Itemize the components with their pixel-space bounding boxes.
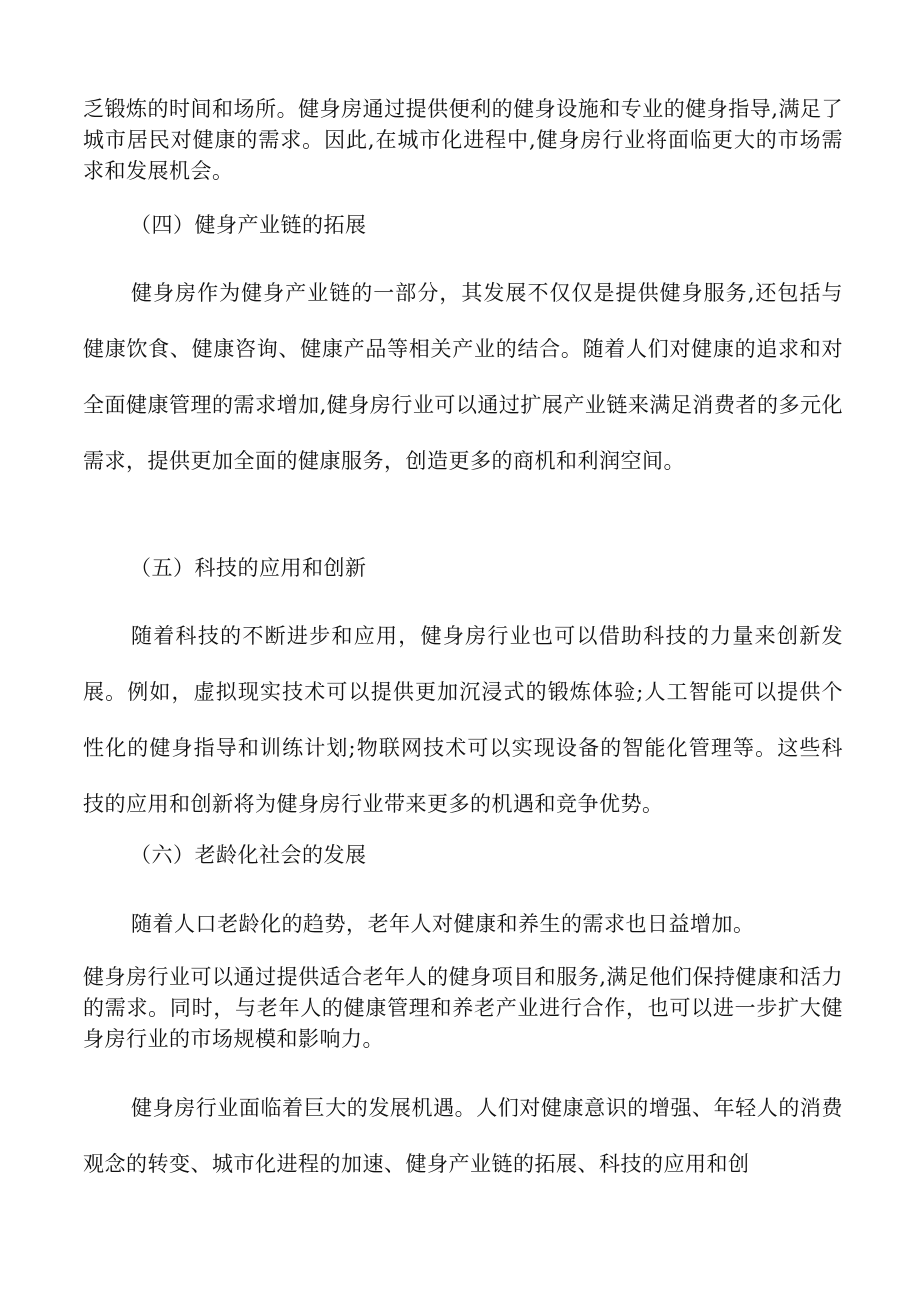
section-heading-5: （五）科技的应用和创新 xyxy=(130,556,367,580)
paragraph-section-6-lead: 随着人口老龄化的趋势，老年人对健康和养生的需求也日益增加。 xyxy=(131,912,755,936)
paragraph-section-5: 随着科技的不断进步和应用，健身房行业也可以借助科技的力量来创新发展。例如，虚拟现实技术可以提供更加沉浸式的锻炼体验;人工智能可以提供个性化的健身指导和训练计划;物联网技术可以实现设备的智能化管理等。这些科技的应用和创新将为健身房行业带来更多的机遇和竞争优势。 xyxy=(83,624,843,816)
paragraph-summary: 健身房行业面临着巨大的发展机遇。人们对健康意识的增强、年轻人的消费观念的转变、城市化进程的加速、健身产业链的拓展、科技的应用和创 xyxy=(83,1096,843,1176)
paragraph-section-6-body: 健身房行业可以通过提供适合老年人的健身项目和服务,满足他们保持健康和活力的需求。同时，与老年人的健康管理和养老产业进行合作，也可以进一步扩大健身房行业的市场规模和影响力。 xyxy=(83,965,843,1051)
section-heading-6: （六）老龄化社会的发展 xyxy=(130,843,367,867)
section-heading-4: （四）健身产业链的拓展 xyxy=(130,213,367,237)
paragraph-section-4: 健身房作为健身产业链的一部分，其发展不仅仅是提供健身服务,还包括与健康饮食、健康咨询、健康产品等相关产业的结合。随着人们对健康的追求和对全面健康管理的需求增加,健身房行业可以通过扩展产业链来满足消费者的多元化需求，提供更加全面的健康服务，创造更多的商机和利润空间。 xyxy=(83,281,843,473)
paragraph-intro: 乏锻炼的时间和场所。健身房通过提供便利的健身设施和专业的健身指导,满足了城市居民对健康的需求。因此,在城市化进程中,健身房行业将面临更大的市场需求和发展机会。 xyxy=(83,97,843,183)
